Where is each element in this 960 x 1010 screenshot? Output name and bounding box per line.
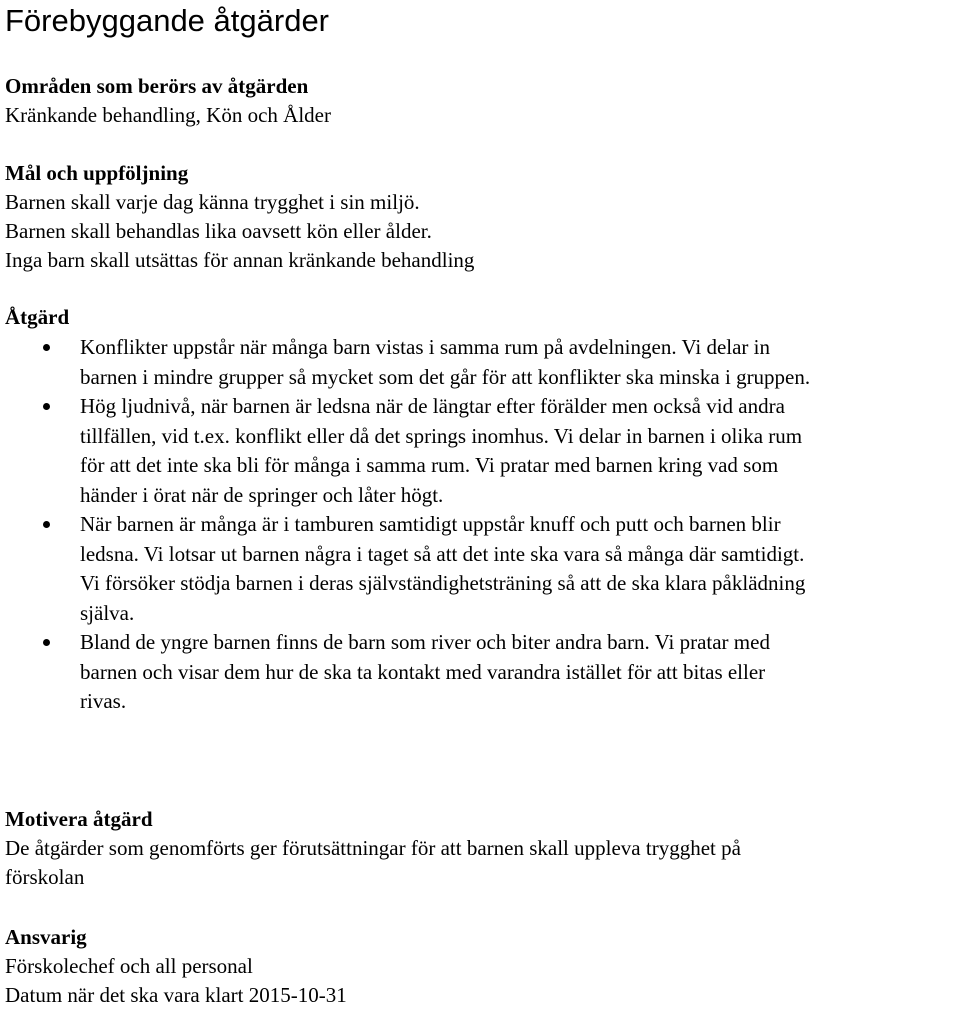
- areas-heading: Områden som berörs av åtgärden: [5, 74, 309, 98]
- responsible-section: [5, 923, 347, 1010]
- motivation-line: De åtgärder som genomförts ger förutsättningar för att barnen skall uppleva trygghet på: [5, 836, 741, 860]
- action-line: barnen och visar dem hur de ska ta kontakt med varandra istället för att bitas eller: [80, 659, 766, 684]
- bullet-icon: [43, 403, 50, 410]
- action-line: barnen i mindre grupper så mycket som det går för att konflikter ska minska i gruppen.: [80, 364, 811, 389]
- action-list: [5, 333, 960, 717]
- action-line: Hög ljudnivå, när barnen är ledsna när de längtar efter förälder men också vid andra: [80, 394, 785, 418]
- action-line: Bland de yngre barnen finns de barn som river och biter andra barn. Vi pratar med: [80, 630, 770, 654]
- action-line: rivas.: [80, 689, 127, 713]
- action-line: själva.: [80, 600, 135, 625]
- goals-section: [5, 159, 474, 275]
- motivation-section: [5, 805, 741, 892]
- action-line: Konflikter uppstår när många barn vistas i samma rum på avdelningen. Vi delar in: [80, 335, 770, 359]
- goals-line: Barnen skall behandlas lika oavsett kön eller ålder.: [5, 219, 432, 243]
- action-item: [5, 628, 960, 717]
- goals-heading: Mål och uppföljning: [5, 161, 189, 185]
- action-line: tillfällen, vid t.ex. konflikt eller då det springs inomhus. Vi delar in barnen i olika rum: [80, 423, 803, 448]
- responsible-heading: Ansvarig: [5, 925, 87, 949]
- areas-section: [5, 72, 331, 130]
- deadline-line: Datum när det ska vara klart 2015-10-31: [5, 983, 347, 1007]
- action-line: När barnen är många är i tamburen samtidigt uppstår knuff och putt och barnen blir: [80, 512, 781, 536]
- action-line: Vi försöker stödja barnen i deras självständighetsträning så att de ska klara påklädning: [80, 571, 806, 595]
- bullet-icon: [43, 639, 50, 646]
- action-line: händer i örat när de springer och låter högt.: [80, 482, 444, 507]
- areas-text: Kränkande behandling, Kön och Ålder: [5, 103, 331, 127]
- motivation-line: förskolan: [5, 865, 85, 889]
- action-heading-block: [5, 303, 69, 332]
- responsible-text: Förskolechef och all personal: [5, 954, 253, 978]
- bullet-icon: [43, 521, 50, 528]
- action-line: ledsna. Vi lotsar ut barnen några i taget så att det inte ska vara så många där samtidigt.: [80, 541, 805, 566]
- motivation-heading: Motivera åtgärd: [5, 807, 153, 831]
- action-item: [5, 392, 960, 510]
- goals-line: Barnen skall varje dag känna trygghet i sin miljö.: [5, 190, 420, 214]
- action-line: för att det inte ska bli för många i samma rum. Vi pratar med barnen kring vad som: [80, 453, 779, 477]
- action-item: [5, 333, 960, 392]
- page-title: Förebyggande åtgärder: [5, 3, 330, 38]
- action-heading: Åtgärd: [5, 305, 70, 329]
- bullet-icon: [43, 344, 50, 351]
- action-item: [5, 510, 960, 628]
- goals-line: Inga barn skall utsättas för annan kränkande behandling: [5, 248, 475, 272]
